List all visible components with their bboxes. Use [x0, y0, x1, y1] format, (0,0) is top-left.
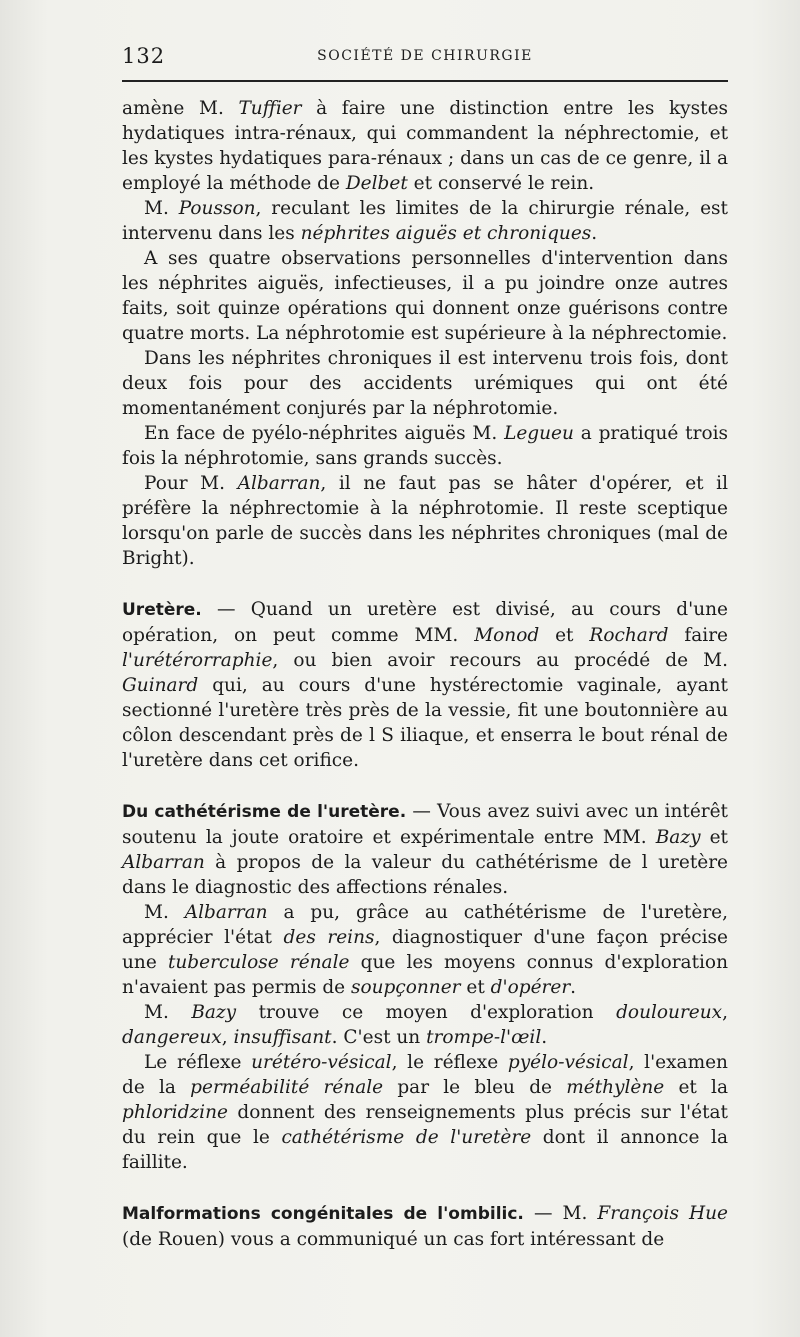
- text-run: et: [700, 827, 728, 848]
- text-run: .: [541, 1027, 548, 1048]
- text-run: M.: [144, 902, 185, 923]
- paragraph: [122, 421, 728, 471]
- page-header: [122, 44, 728, 68]
- page-number: 132: [122, 44, 166, 68]
- text-run: , le réflexe: [391, 1052, 508, 1073]
- text-run: dont il annonce la faillite.: [122, 1127, 728, 1173]
- text-run: Pour M.: [144, 473, 238, 494]
- text-run: A ses quatre observations personnelles d'intervention dans les néphrites aiguës, infectieuses, il a pu joindre onze autres faits, soit quinze opérations qui donnent onze guérisons contre quatre morts. La néphrotomie est supérieure à la néphrectomie.: [122, 248, 728, 344]
- italic-term: d'opérer: [490, 977, 571, 998]
- italic-term: des reins: [283, 927, 375, 948]
- italic-term: soupçonner: [351, 977, 461, 998]
- italic-term: Delbet: [345, 173, 408, 194]
- italic-term: l'urétérorraphie: [122, 650, 273, 671]
- page-body: [122, 96, 728, 1252]
- italic-term: Legueu: [504, 423, 574, 444]
- italic-term: néphrites aiguës et chroniques: [300, 223, 592, 244]
- text-run: à faire une distinction entre les kystes hydatiques intra-rénaux, qui commandent la néphrectomie, et les kystes hydatiques para-rénaux ; dans un cas de ce genre, il a employé la méthode de: [122, 98, 729, 194]
- italic-term: phloridzine: [122, 1102, 228, 1123]
- text-run: , reculant les limites de la chirurgie rénale, est intervenu dans les: [122, 198, 728, 244]
- text-run: En face de pyélo-néphrites aiguës M.: [144, 423, 505, 444]
- header-rule: [122, 80, 728, 82]
- paragraph: [122, 1000, 728, 1050]
- italic-term: Tuffier: [238, 98, 302, 119]
- italic-term: Albarran: [122, 852, 205, 873]
- text-run: M.: [144, 198, 179, 219]
- section-heading: Malformations congénitales de l'ombilic.: [122, 1204, 524, 1224]
- italic-term: dangereux: [122, 1027, 222, 1048]
- italic-term: douloureux: [616, 1002, 723, 1023]
- italic-term: Albarran: [237, 473, 321, 494]
- text-run: . C'est un: [331, 1027, 427, 1048]
- text-run: à propos de la valeur du cathétérisme de l uretère dans le diagnostic des affections rénales.: [122, 852, 728, 898]
- text-run: .: [591, 223, 598, 244]
- italic-term: urétéro-vésical: [251, 1052, 392, 1073]
- text-run: et: [460, 977, 491, 998]
- text-run: et la: [664, 1077, 728, 1098]
- italic-term: cathétérisme de l'uretère: [281, 1127, 532, 1148]
- italic-term: Bazy: [655, 827, 701, 848]
- text-run: — Vous avez suivi avec un intérêt soutenu la joute oratoire et expérimentale entre MM.: [122, 801, 728, 848]
- text-run: , il ne faut pas se hâter d'opérer, et il préfère la néphrectomie à la néphrotomie. Il reste sceptique lorsqu'on parle de succès dans les néphrites chroniques (mal de Bright).: [122, 473, 728, 569]
- italic-term: Pousson: [178, 198, 256, 219]
- italic-term: trompe-l'œil: [426, 1027, 542, 1048]
- text-run: trouve ce moyen d'exploration: [236, 1002, 617, 1023]
- text-run: , l'examen de la: [122, 1052, 728, 1098]
- italic-term: tuberculose rénale: [167, 952, 350, 973]
- text-run: qui, au cours d'une hystérectomie vaginale, ayant sectionné l'uretère très près de la vessie, fit une boutonnière au côlon descendant près de l S iliaque, et enserra le bout rénal de l'uretère dans cet orifice.: [122, 675, 728, 771]
- italic-term: Bazy: [191, 1002, 237, 1023]
- section-heading: Du cathétérisme de l'uretère.: [122, 802, 407, 822]
- paragraph: [122, 900, 728, 1000]
- paragraph: [122, 346, 728, 421]
- text-run: ,: [221, 1027, 234, 1048]
- section-paragraph: [122, 597, 728, 773]
- text-run: , ou bien avoir recours au procédé de M.: [272, 650, 728, 671]
- italic-term: Albarran: [184, 902, 268, 923]
- text-run: ,: [722, 1002, 728, 1023]
- section-paragraph: [122, 1201, 728, 1252]
- text-run: que les moyens connus d'exploration n'avaient pas permis de: [122, 952, 728, 998]
- italic-term: François Hue: [597, 1203, 728, 1224]
- text-run: — Quand un uretère est divisé, au cours d'une opération, on peut comme MM.: [122, 599, 728, 646]
- italic-term: pyélo-vésical: [507, 1052, 629, 1073]
- text-run: par le bleu de: [383, 1077, 567, 1098]
- text-run: M.: [144, 1002, 192, 1023]
- paragraph: [122, 471, 728, 571]
- italic-term: Rochard: [589, 625, 669, 646]
- italic-term: insuffisant: [233, 1027, 332, 1048]
- text-run: Le réflexe: [144, 1052, 252, 1073]
- text-run: amène M.: [122, 98, 239, 119]
- text-run: — M.: [523, 1203, 598, 1224]
- section-paragraph: [122, 799, 728, 900]
- italic-term: perméabilité rénale: [190, 1077, 384, 1098]
- text-run: .: [570, 977, 577, 998]
- paragraph: [122, 196, 728, 246]
- text-run: a pratiqué trois fois la néphrotomie, sans grands succès.: [122, 423, 728, 469]
- text-run: , diagnostiquer d'une façon précise une: [122, 927, 728, 973]
- running-head: SOCIÉTÉ DE CHIRURGIE: [317, 48, 533, 64]
- paragraph: [122, 1050, 728, 1175]
- italic-term: Monod: [474, 625, 540, 646]
- text-run: et: [539, 625, 590, 646]
- paragraph: [122, 96, 728, 196]
- text-run: a pu, grâce au cathétérisme de l'uretère, apprécier l'état: [122, 902, 728, 948]
- text-run: et conservé le rein.: [407, 173, 595, 194]
- paragraph: [122, 246, 728, 346]
- italic-term: Guinard: [122, 675, 199, 696]
- text-run: Dans les néphrites chroniques il est intervenu trois fois, dont deux fois pour des accidents urémiques qui ont été momentanément conjurés par la néphrotomie.: [122, 348, 728, 419]
- section-heading: Uretère.: [122, 600, 202, 620]
- text-run: faire: [668, 625, 728, 646]
- italic-term: méthylène: [566, 1077, 665, 1098]
- text-run: (de Rouen) vous a communiqué un cas fort intéressant de: [122, 1229, 665, 1250]
- text-run: donnent des renseignements plus précis sur l'état du rein que le: [122, 1102, 728, 1148]
